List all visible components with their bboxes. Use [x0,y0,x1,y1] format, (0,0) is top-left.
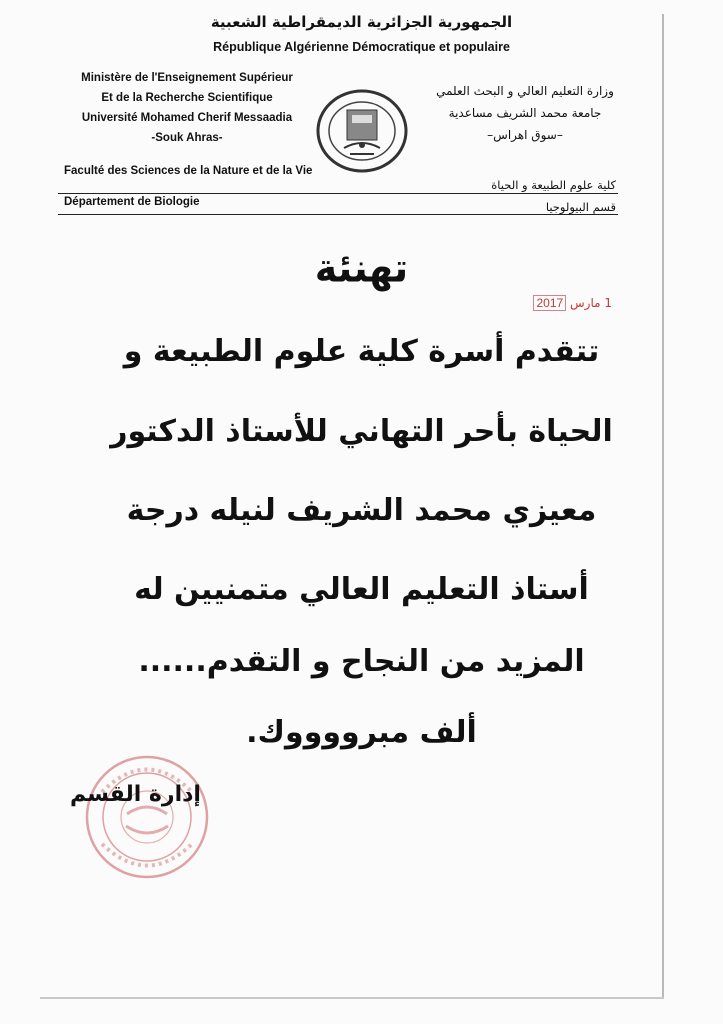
department-ar: قسم البيولوجيا [545,200,616,214]
header-french-republic: République Algérienne Démocratique et populaire [213,40,510,54]
ministry-line1: Ministère de l'Enseignement Supérieur [81,72,293,84]
congratulations-title-text: تهنئة [314,244,409,292]
department-stamp-icon [82,752,212,882]
city-fr: -Souk Ahras- [151,132,223,144]
university-name-fr: Université Mohamed Cherif Messaadia [81,112,293,124]
signature-department-administration: إدارة القسم [70,782,201,807]
message-line-2: الحياة بأحر التهاني للأستاذ الدكتور [110,414,613,449]
congratulations-title [0,246,723,290]
right-header-block [420,80,630,146]
department-fr: Département de Biologie [64,196,200,208]
header-arabic-republic: الجمهورية الجزائرية الديمقراطية الشعبية [210,13,513,31]
message-line-1: تتقدم أسرة كلية علوم الطبيعة و [123,334,600,369]
page-border-bottom [40,997,664,999]
message-line-4: أستاذ التعليم العالي متمنيين له [134,572,589,607]
city-ar: –سوق اهراس– [487,128,563,142]
faculty-fr: Faculté des Sciences de la Nature et de la Vie [64,165,313,177]
header-divider-2 [58,214,618,215]
message-line-6: ألف مبرووووك. [246,715,477,750]
university-name-ar: جامعة محمد الشريف مساعدية [448,106,602,120]
ministry-line2: Et de la Recherche Scientifique [101,92,273,104]
left-header-block [62,68,312,148]
message-line-5: المزيد من النجاح و التقدم...... [138,644,585,679]
date-stamp [522,296,612,310]
message-line-3: معيزي محمد الشريف لنيله درجة [126,493,597,528]
date-year: 2017 [533,295,566,311]
faculty-ar: كلية علوم الطبيعة و الحياة [491,178,616,192]
ministry-ar: وزارة التعليم العالي و البحث العلمي [436,84,614,98]
date-month: مارس [570,296,601,310]
header-divider-1 [58,193,618,194]
university-seal-icon [314,88,410,174]
date-day: 1 [604,296,612,310]
